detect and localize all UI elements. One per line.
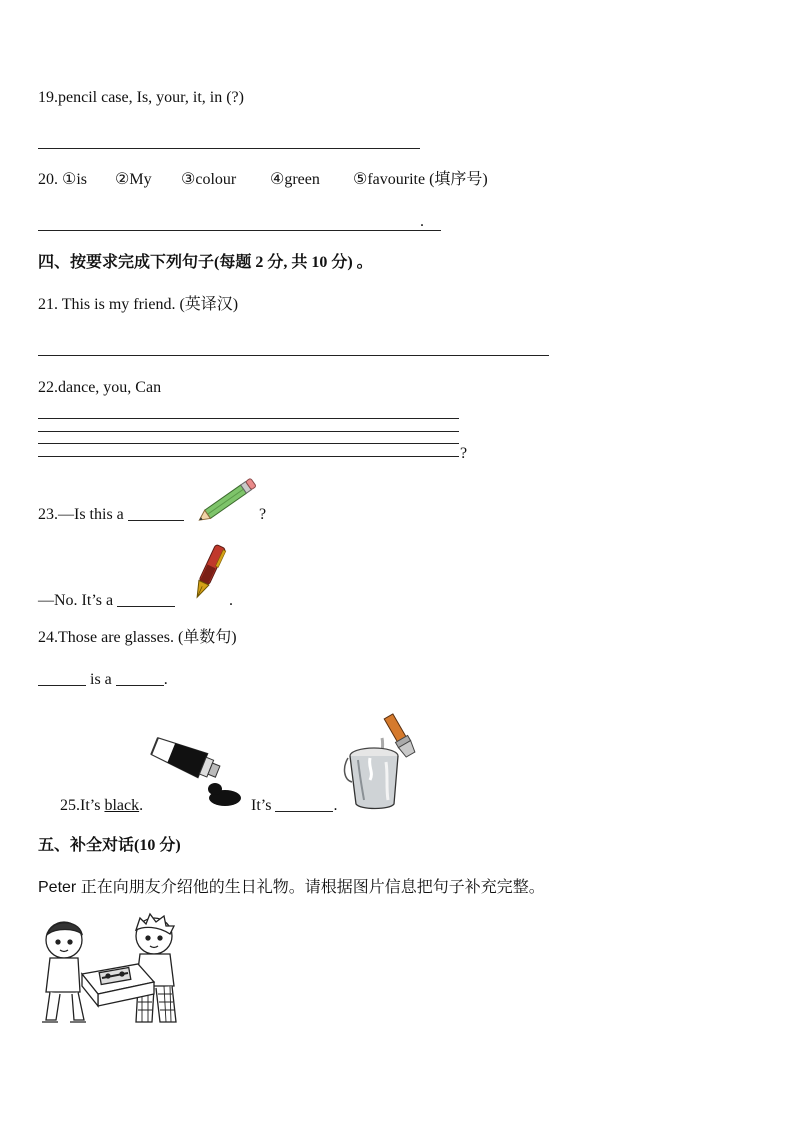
q23-question-prefix: 23.—Is this a <box>38 506 124 523</box>
two-boys-with-gift-illustration <box>38 912 190 1028</box>
q23-blank-1[interactable] <box>128 506 184 521</box>
section5-instruction: Peter 正在向朋友介绍他的生日礼物。请根据图片信息把句子补充完整。 <box>38 879 545 896</box>
q24-blank-2[interactable] <box>116 671 164 686</box>
q23-question <box>38 505 184 525</box>
q22-text: 22.dance, you, Can <box>38 379 162 396</box>
q23-answer <box>38 591 175 611</box>
q20-end-mark: . <box>420 213 424 230</box>
q22-line-3[interactable] <box>38 443 459 444</box>
q25-dot: . <box>139 797 144 814</box>
q21-text: 21. This is my friend. (英译汉) <box>38 296 239 313</box>
paint-bucket-icon <box>346 708 428 812</box>
q23-answer-end: . <box>229 592 233 609</box>
q25-blank[interactable] <box>275 797 333 812</box>
q22-line-1[interactable] <box>38 418 459 419</box>
q23-answer-prefix: —No. It’s a <box>38 592 114 609</box>
q22-line-4[interactable] <box>38 456 459 457</box>
pencil-icon <box>195 476 261 524</box>
q25-underlined-word: black <box>104 797 140 814</box>
q19-answer-line[interactable] <box>38 148 420 149</box>
q21-answer-line[interactable] <box>38 355 549 356</box>
q23-blank-2[interactable] <box>117 592 175 607</box>
q24-blank-1[interactable] <box>38 671 86 686</box>
q19-text: 19.pencil case, Is, your, it, in (?) <box>38 89 244 106</box>
q24-answer <box>38 670 168 690</box>
q23-question-end: ? <box>259 506 267 523</box>
section4-title: 四、按要求完成下列句子(每题 2 分, 共 10 分) 。 <box>38 254 373 271</box>
q25-number: 25.It’s <box>60 797 101 814</box>
black-paint-tube-icon <box>145 738 241 810</box>
q20-item-5: ⑤favourite (填序号) <box>353 171 488 188</box>
q22-line-2[interactable] <box>38 431 459 432</box>
q20-item-2: ②My <box>115 171 152 188</box>
q24-end: . <box>163 671 168 688</box>
pen-icon <box>188 540 230 606</box>
q20-item-3: ③colour <box>181 171 237 188</box>
q24-text: 24.Those are glasses. (单数句) <box>38 629 237 646</box>
q20-answer-line[interactable] <box>38 230 441 231</box>
q20-number: 20. <box>38 171 58 188</box>
q25-second: It’s <box>251 797 272 814</box>
section5-title: 五、补全对话(10 分) <box>38 837 181 854</box>
q20-item-4: ④green <box>270 171 320 188</box>
q25-end: . <box>333 797 338 814</box>
q20-item-1: ①is <box>62 171 88 188</box>
q24-mid: is a <box>90 671 112 688</box>
q22-end-mark: ? <box>460 445 468 462</box>
